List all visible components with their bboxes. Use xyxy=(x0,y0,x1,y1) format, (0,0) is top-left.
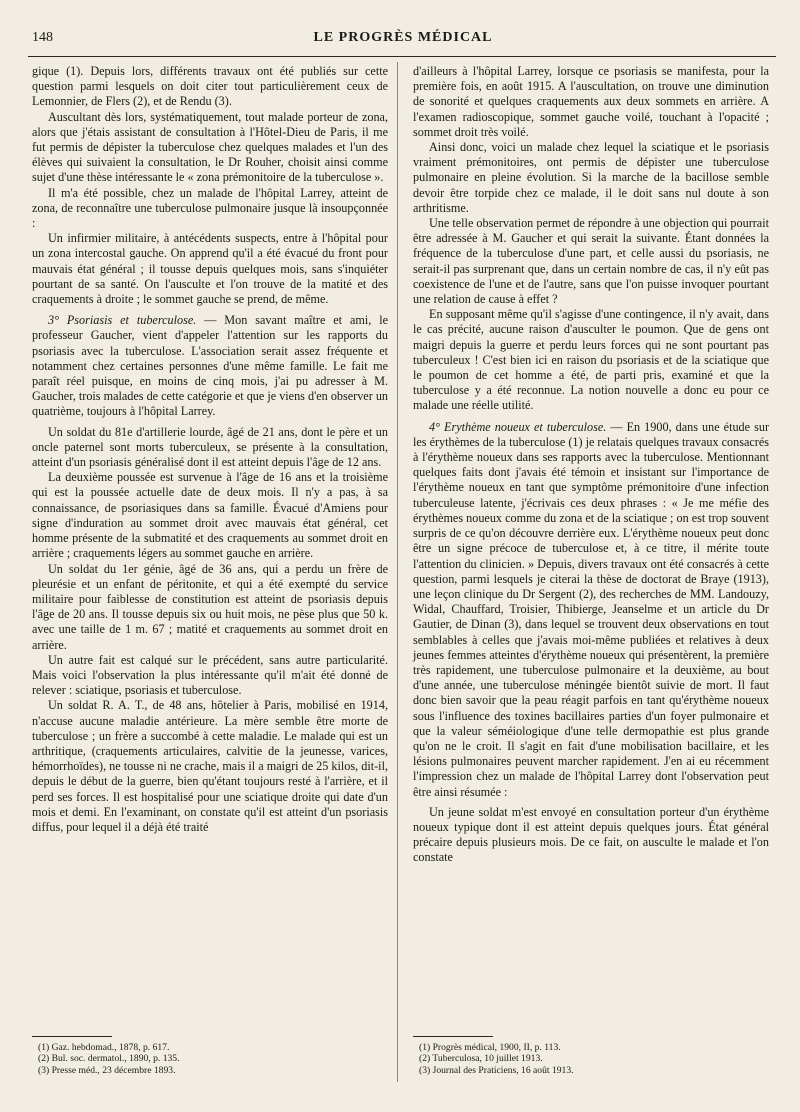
section-heading: 4° Erythème noueux et tuberculose. xyxy=(429,419,607,434)
footnote: (1) Gaz. hebdomad., 1878, p. 617. xyxy=(38,1042,170,1053)
paragraph-text: — En 1900, dans une étude sur les érythèmes de la tuberculose (1) je relatais quelques travaux consacrés à l'érythème noueux dans ses rapports avec la tuberculose. Mentionnant quelques faits dont j'avais été témoin et insistant sur l'importance de l'érythème noueux en tant que symptôme prémonitoire d'une infection tuberculeuse latente, j'écrivais ces deux phrases : « Je me méfie des érythèmes noueux comme du zona et de la sciatique ; on est trop souvent surpris de ce qu'on découvre derrière eux. L'érythème noueux peut donc être un signe précoce de tuberculose et, à ce titre, il mérite toute l'attention du clinicien. » Depuis, divers travaux ont été consacrés à cette question, parmi lesquels je citerai la thèse de doctorat de Braye (1913), une leçon clinique du Dr Sergent (2), des recherches de MM. Landouzy, Widal, Chauffard, Troisier, Thibierge, Jeanselme et un article du Dr Gautier, de Dinan (3), dans lequel se trouvent deux observations en tout semblables à celles que j'avais moi-même publiées et relatives à deux jeunes femmes atteintes d'érythème noueux qui présentèrent, la première très rapidement, une tuberculose pulmonaire et la deuxième, au bout d'une année, une tuberculose méningée bientôt suivie de mort. Il faut donc bien savoir que la peau réagit parfois en tant qu'érythème noueux sous l'influence des toxines bacillaires parties d'un foyer pulmonaire et que la valeur séméiologique d'une telle dermopathie est plus grande qu'on ne le croit. Il s'agit en fait d'une mobilisation bacillaire, et les lésions pulmonaires peuvent marcher rapidement. J'en ai eu récemment l'impression chez un malade de l'hôpital Larrey dont l'observation peut être ainsi résumée : xyxy=(413,419,769,799)
footnote-rule-right xyxy=(413,1036,493,1037)
paragraph-text: gique (1). Depuis lors, différents travaux ont été publiés sur cette question parmi lesquels on doit citer tout particulièrement ceux de Lemonnier, de Flers (2), et de Rendu (3). xyxy=(32,64,388,109)
footnote: (2) Bul. soc. dermatol., 1890, p. 135. xyxy=(38,1053,180,1065)
page-number: 148 xyxy=(32,30,53,45)
paragraph-text: Auscultant dès lors, systématiquement, tout malade porteur de zona, alors que j'étais assistant de consultation à l'Hôtel-Dieu de Paris, il me fut permis de dépister la tuberculose chez quelques malades et l'un des élèves qui suivaient la consultation, le Dr Rouher, choisit ainsi comme sujet d'une thèse intéressante le « zona prémonitoire de la tuberculose ». xyxy=(32,109,388,185)
paragraph xyxy=(32,698,388,835)
paragraph xyxy=(32,562,388,653)
paragraph xyxy=(32,231,388,307)
paragraph-text: Un soldat R. A. T., de 48 ans, hôtelier à Paris, mobilisé en 1914, n'accuse aucune maladie antérieure. La mère semble être morte de tuberculose ; un frère a succombé à cette maladie. Le malade qui est un arthritique, (craquements articulaires, calvitie de la jeunesse, varices, hémorrhoïdes), ne tousse ni ne crache, mais il a maigri de 25 kilos, dit-il, depuis le début de la guerre, bien qu'étant toujours resté à l'arrière, et il perd ses forces. Il est hospitalisé pour une sciatique droite qui date d'un mois et demi. En l'examinant, on constate qu'il est atteint d'un psoriasis diffus, pour lequel il a déjà été traité xyxy=(32,698,388,834)
paragraph xyxy=(413,216,769,307)
paragraph xyxy=(32,64,388,110)
paragraph-text: Une telle observation permet de répondre à une objection qui pourrait être adressée à M. Gaucher et qui serait la suivante. Étant données la fréquence de la tuberculose d'une part, et celle aussi du psoriasis, ne serait-il pas surprenant que, dans un certain nombre de cas, il n'y eût pas coexistence de l'une et de l'autre, sans que l'on puisse invoquer pourtant une relation de cause à effet ? xyxy=(413,216,769,307)
paragraph xyxy=(32,110,388,186)
paragraph-text: Un autre fait est calqué sur le précédent, sans autre particularité. Mais voici l'observation la plus intéressante qu'il m'ait été donné de relever : sciatique, psoriasis et tuberculose. xyxy=(32,652,388,698)
paragraph-text: Un soldat du 1er génie, âgé de 36 ans, qui a perdu un frère de pleurésie et un enfant de péritonite, et qui a été exempté du service militaire pour faiblesse de constitution est atteint de psoriasis depuis l'âge de 20 ans. Il tousse depuis six ou huit mois, ne pèse plus que 50 k. avec une taille de 1 m. 67 ; matité et craquements au sommet droit en arrière. xyxy=(32,561,388,652)
header-rule xyxy=(28,56,776,57)
page-header xyxy=(28,30,778,52)
paragraph-text: d'ailleurs à l'hôpital Larrey, lorsque ce psoriasis se manifesta, pour la première fois, en août 1915. A l'auscultation, on trouve une diminution de sonorité et quelques craquements aux deux sommets en arrière. A l'examen radioscopique, sommet gauche voilé, touchant à l'opacité ; sommet droit très voilé. xyxy=(413,64,769,139)
footnote: (2) Tuberculosa, 10 juillet 1913. xyxy=(419,1053,543,1065)
footnote: (1) Progrès médical, 1900, II, p. 113. xyxy=(419,1042,561,1053)
paragraph xyxy=(413,140,769,216)
paragraph-text: — Mon savant maître et ami, le professeur Gaucher, vient d'appeler l'attention sur les rapports du psoriasis avec la tuberculose. L'association serait assez fréquente et notamment chez certaines personnes d'une même famille. Le fait me paraît réel puisque, en moins de cinq mois, j'ai pu adresser à M. Gaucher, trois malades de cette catégorie et que je viens d'en observer un quatrième, toujours à l'hôpital Larrey. xyxy=(32,313,389,419)
paragraph-text: Il m'a été possible, chez un malade de l'hôpital Larrey, atteint de zona, de reconnaître une tuberculose pulmonaire jusque là insoupçonnée : xyxy=(32,185,388,231)
footnote: (3) Journal des Praticiens, 16 août 1913. xyxy=(419,1064,574,1076)
paragraph-text: Un soldat du 81e d'artillerie lourde, âgé de 21 ans, dont le père et un oncle paternel sont morts tuberculeux, se présente à la consultation, atteint d'un psoriasis généralisé dont il est atteint depuis l'âge de 12 ans. xyxy=(32,424,388,470)
paragraph xyxy=(413,64,769,140)
paragraph xyxy=(32,186,388,232)
footnote: (3) Presse méd., 23 décembre 1893. xyxy=(38,1064,176,1076)
footnotes-left xyxy=(32,1042,388,1076)
left-column xyxy=(32,64,388,835)
paragraph-text: Ainsi donc, voici un malade chez lequel la sciatique et le psoriasis vraiment prémonitoires, ont permis de dépister une tuberculose pulmonaire en pleine évolution. Si la marche de la bacillose semble devoir être torpide chez ce malade, il le doit sans nul doute à son arthritisme. xyxy=(413,140,769,215)
paragraph xyxy=(32,313,388,419)
paragraph xyxy=(413,420,769,800)
paragraph-text: En supposant même qu'il s'agisse d'une contingence, il n'y avait, dans le cas précité, aucune raison d'ausculter le poumon. Que de gens ont maigri depuis la guerre et perdu leurs forces qui ne sont pourtant pas tuberculeux ! C'est bien ici en raison du psoriasis et de la sciatique que le poumon de cet homme a été, de parti pris, examiné et que la tuberculose y a été reconnue. La notion nouvelle a donc eu pour ce malade une réelle utilité. xyxy=(413,307,769,413)
paragraph xyxy=(32,653,388,699)
paragraph-text: Un jeune soldat m'est envoyé en consultation porteur d'un érythème noueux typique dont il est atteint depuis quelques jours. État général précaire depuis plusieurs mois. De ce fait, on ausculte le malade et l'on constate xyxy=(413,804,769,865)
paragraph xyxy=(413,307,769,413)
section-heading: 3° Psoriasis et tuberculose. xyxy=(48,313,197,328)
journal-title: LE PROGRÈS MÉDICAL xyxy=(313,30,493,45)
column-divider xyxy=(397,62,398,1082)
right-column xyxy=(413,64,769,866)
paragraph xyxy=(32,425,388,471)
footnotes-right xyxy=(413,1042,769,1076)
paragraph xyxy=(413,805,769,866)
footnote-rule-left xyxy=(32,1036,112,1037)
paragraph-text: La deuxième poussée est survenue à l'âge de 16 ans et la troisième qui est la poussée actuelle date de deux mois. Il n'y a pas, à sa connaissance, de psoriasiques dans sa famille. Évacué d'Amiens pour signe d'induration au sommet droit avec mauvais état général, cet homme présente de la submatité et des craquements au sommet droit en arrière ; craquements légers au sommet gauche en arrière. xyxy=(32,470,388,561)
paragraph-text: Un infirmier militaire, à antécédents suspects, entre à l'hôpital pour un zona intercostal gauche. On apprend qu'il a été évacué du front pour mauvais état général ; il tousse depuis quelques mois, sans s'inquiéter pourtant de sa santé. On l'ausculte et l'on trouve de la matité et des craquements à droite ; le sommet gauche se prend, de même. xyxy=(32,231,388,307)
paragraph xyxy=(32,470,388,561)
